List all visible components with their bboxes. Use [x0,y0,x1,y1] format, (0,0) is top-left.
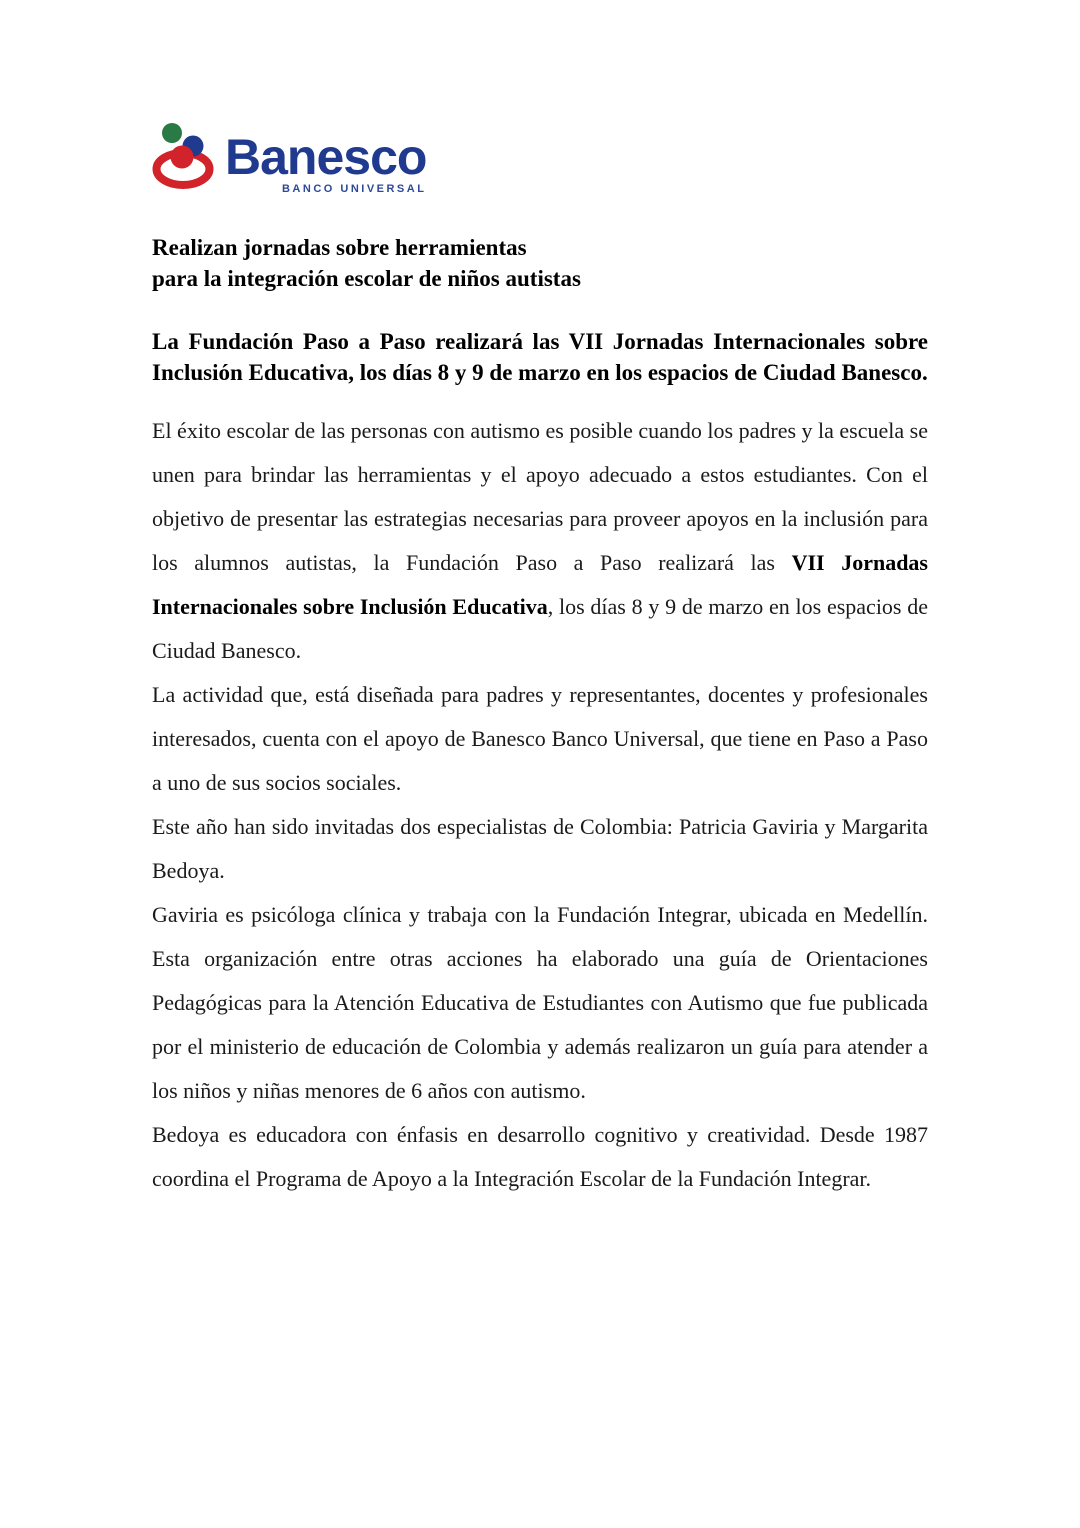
headline-line-2: para la integración escolar de niños autistas [152,266,581,291]
brand-tagline: BANCO UNIVERSAL [281,183,427,195]
banesco-logo-icon [149,114,219,192]
headline-line-1: Realizan jornadas sobre herramientas [152,235,527,260]
article-subheadline: La Fundación Paso a Paso realizará las VII Jornadas Internacionales sobre Inclusión Educativa, los días 8 y 9 de marzo en los espacios de Ciudad Banesco. [152,329,928,385]
article-body [152,409,928,1201]
article-content [152,232,928,1201]
body-paragraph-5: Bedoya es educadora con énfasis en desarrollo cognitivo y creatividad. Desde 1987 coordina el Programa de Apoyo a la Integración Escolar de la Fundación Integrar. [152,1122,928,1191]
paragraph-1-text: El éxito escolar de las personas con autismo es posible cuando los padres y la escuela se unen para brindar las herramientas y el apoyo adecuado a estos estudiantes. Con el objetivo de presentar las estrategias necesarias para proveer apoyos en la inclusión para los alumnos autistas, la Fundación Paso a Paso realizará las [152,418,928,575]
body-paragraph-4: Gaviria es psicóloga clínica y trabaja con la Fundación Integrar, ubicada en Medellín. Esta organización entre otras acciones ha elaborado una guía de Orientaciones Pedagógicas para la Atención Educativa de Estudiantes con Autismo que fue publicada por el ministerio de educación de Colombia y además realizaron un guía para atender a los niños y niñas menores de 6 años con autismo. [152,902,928,1103]
banesco-wordmark [225,129,427,195]
banesco-logo [149,114,426,195]
body-paragraph-2: La actividad que, está diseñada para padres y representantes, docentes y profesionales interesados, cuenta con el apoyo de Banesco Banco Universal, que tiene en Paso a Paso a uno de sus socios sociales. [152,682,928,795]
body-paragraph-3: Este año han sido invitadas dos especialistas de Colombia: Patricia Gaviria y Margarita Bedoya. [152,814,928,883]
brand-name: Banesco [225,129,427,185]
article-headline [152,232,928,294]
paragraph-1-bold-event-name: VII Jornadas Internacionales sobre Inclusión Educativa [152,550,928,619]
paragraph-1-closing-text: , los días 8 y 9 de marzo en los espacios de Ciudad Banesco. [152,594,928,663]
body-paragraph-1 [152,409,928,673]
